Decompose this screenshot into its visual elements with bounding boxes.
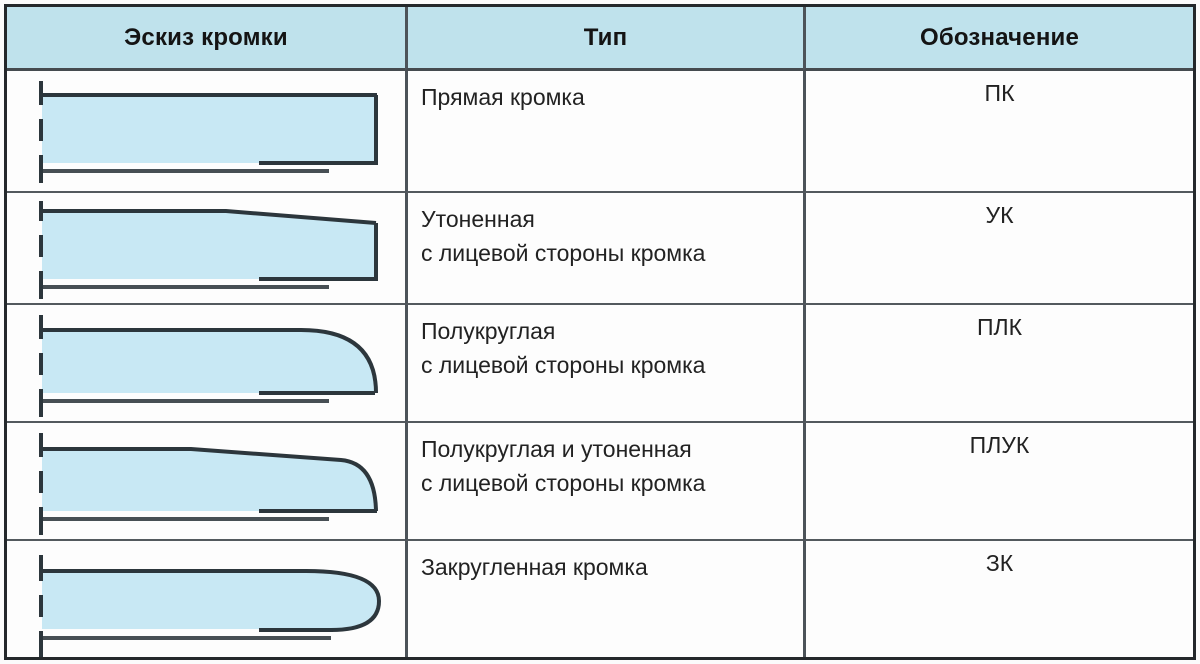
straight-edge-sketch <box>31 79 387 187</box>
type-line-1: Полукруглая и утоненная <box>421 436 692 462</box>
sketch-cell-straight-edge <box>7 71 405 193</box>
code-cell-thinned-face-edge: УК <box>803 193 1193 305</box>
type-line-1: Закругленная кромка <box>421 554 648 580</box>
sketch-cell-semicircular-thinned-face-edge <box>7 423 405 541</box>
thinned-face-edge-sketch <box>31 201 387 301</box>
code-cell-straight-edge: ПК <box>803 71 1193 193</box>
type-cell-rounded-edge <box>405 541 803 657</box>
semicircular-face-edge-sketch <box>31 313 387 419</box>
sketch-cell-rounded-edge <box>7 541 405 657</box>
code-cell-semicircular-face-edge: ПЛК <box>803 305 1193 423</box>
code-cell-semicircular-thinned-face-edge: ПЛУК <box>803 423 1193 541</box>
type-line-1: Полукруглая <box>421 318 556 344</box>
type-line-1: Утоненная <box>421 206 535 232</box>
semicircular-thinned-face-edge-sketch <box>31 431 387 537</box>
type-line-2: с лицевой стороны кромка <box>421 352 706 378</box>
header-designation: Обозначение <box>803 7 1193 71</box>
sketch-cell-semicircular-face-edge <box>7 305 405 423</box>
code-cell-rounded-edge: ЗК <box>803 541 1193 657</box>
edge-types-table <box>4 4 1196 660</box>
type-cell-thinned-face-edge <box>405 193 803 305</box>
sketch-cell-thinned-face-edge <box>7 193 405 305</box>
type-cell-straight-edge <box>405 71 803 193</box>
header-edge-sketch: Эскиз кромки <box>7 7 405 71</box>
rounded-edge-sketch <box>31 549 387 657</box>
type-line-2: с лицевой стороны кромка <box>421 470 706 496</box>
type-cell-semicircular-face-edge <box>405 305 803 423</box>
header-type: Тип <box>405 7 803 71</box>
type-cell-semicircular-thinned-face-edge <box>405 423 803 541</box>
type-line-1: Прямая кромка <box>421 84 585 110</box>
type-line-2: с лицевой стороны кромка <box>421 240 706 266</box>
